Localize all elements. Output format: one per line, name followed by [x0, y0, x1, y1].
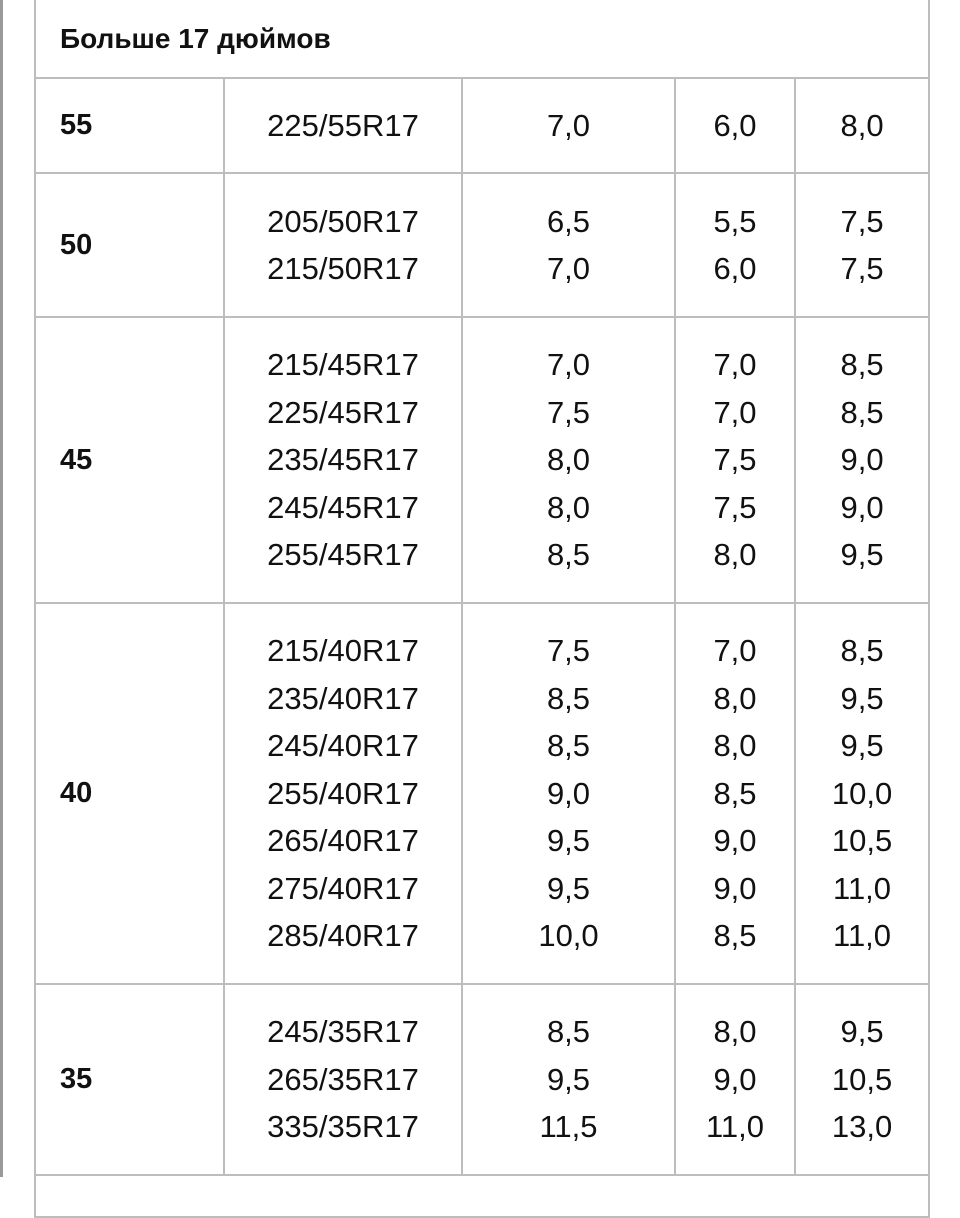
rim-width-cell	[462, 603, 675, 984]
rim-width-value: 10,0	[538, 918, 599, 954]
rim-width-value: 8,0	[713, 728, 757, 764]
table-row	[35, 173, 929, 317]
rim-width-value: 7,5	[840, 203, 884, 239]
rim-width-value: 11,0	[833, 870, 892, 906]
rim-width-value: 7,0	[713, 347, 757, 383]
rim-width-value: 9,5	[546, 823, 591, 859]
rim-width-value: 9,0	[713, 1061, 757, 1097]
rim-width-value: 9,5	[840, 680, 884, 716]
rim-width-value: 8,5	[546, 1014, 591, 1050]
rim-width-cell	[675, 317, 795, 603]
rim-width-value: 11,0	[833, 918, 892, 954]
rim-width-value: 7,0	[546, 251, 591, 286]
tire-size: 245/35R17	[267, 1014, 419, 1050]
table-body	[35, 0, 929, 1217]
tire-size: 245/40R17	[267, 728, 419, 764]
tire-size: 205/50R17	[267, 203, 419, 239]
rim-width-cell	[795, 317, 929, 603]
rim-width-cell	[795, 78, 929, 173]
rim-width-cell	[795, 984, 929, 1175]
table-row	[35, 317, 929, 603]
tire-size: 335/35R17	[267, 1109, 419, 1145]
rim-width-value: 10,0	[831, 775, 893, 811]
rim-width-value: 8,0	[713, 1014, 757, 1050]
rim-width-value: 8,5	[840, 394, 884, 430]
tire-size: 275/40R17	[267, 870, 419, 906]
rim-width-value: 9,0	[546, 775, 591, 811]
rim-width-cell	[795, 173, 929, 317]
rim-width-value: 8,0	[840, 107, 884, 143]
profile-cell: 45	[35, 317, 224, 603]
rim-width-cell	[795, 603, 929, 984]
rim-width-value: 11,0	[705, 1109, 765, 1145]
rim-width-cell	[675, 603, 795, 984]
tire-size: 235/40R17	[267, 680, 419, 716]
rim-width-value: 10,5	[831, 823, 893, 859]
rim-width-value: 9,5	[546, 870, 591, 906]
tire-size: 245/45R17	[267, 489, 419, 525]
rim-width-value: 7,5	[546, 633, 591, 669]
rim-width-cell	[462, 317, 675, 603]
rim-width-value: 7,5	[546, 394, 591, 430]
rim-width-cell	[462, 173, 675, 317]
rim-width-value: 6,0	[713, 107, 757, 143]
table-title: Больше 17 дюймов	[35, 0, 929, 78]
tire-size: 215/40R17	[267, 633, 419, 669]
rim-width-value: 9,0	[840, 442, 884, 478]
rim-width-value: 7,0	[713, 394, 757, 430]
rim-width-value: 6,0	[713, 251, 757, 286]
rim-width-value: 8,0	[713, 537, 757, 573]
tire-size: 285/40R17	[267, 918, 419, 954]
tire-size-cell	[224, 603, 462, 984]
rim-width-cell	[462, 78, 675, 173]
tire-size: 225/45R17	[267, 394, 419, 430]
rim-width-value: 9,5	[840, 728, 884, 764]
tire-size: 215/45R17	[267, 347, 419, 383]
table-row	[35, 603, 929, 984]
rim-width-value: 7,5	[840, 251, 884, 286]
rim-width-value: 11,5	[539, 1109, 598, 1145]
rim-width-value: 10,5	[831, 1061, 893, 1097]
rim-width-value: 8,5	[840, 633, 884, 669]
tire-size: 255/40R17	[267, 775, 419, 811]
rim-width-value: 8,0	[546, 442, 591, 478]
rim-width-value: 8,5	[840, 347, 884, 383]
tire-size: 255/45R17	[267, 537, 419, 573]
rim-width-cell	[462, 984, 675, 1175]
rim-width-value: 9,5	[840, 537, 884, 573]
table-row	[35, 984, 929, 1175]
rim-width-value: 13,0	[831, 1109, 893, 1145]
tire-size-cell	[224, 984, 462, 1175]
rim-width-value: 7,5	[713, 442, 757, 478]
profile-cell: 50	[35, 173, 224, 317]
tire-size: 235/45R17	[267, 442, 419, 478]
rim-width-value: 9,0	[713, 870, 757, 906]
rim-width-value: 7,0	[546, 347, 591, 383]
tire-size: 225/55R17	[267, 107, 419, 143]
rim-width-value: 5,5	[713, 203, 757, 239]
empty-cell	[35, 1175, 929, 1217]
tire-size-cell	[224, 317, 462, 603]
rim-width-value: 7,5	[713, 489, 757, 525]
tire-size-cell	[224, 173, 462, 317]
rim-width-value: 8,0	[546, 489, 591, 525]
rim-width-value: 8,5	[546, 680, 591, 716]
rim-width-value: 9,5	[546, 1061, 591, 1097]
tire-size: 215/50R17	[267, 251, 419, 286]
rim-width-cell	[675, 78, 795, 173]
rim-width-value: 9,0	[840, 489, 884, 525]
profile-cell: 35	[35, 984, 224, 1175]
tire-size-cell	[224, 78, 462, 173]
rim-width-value: 9,5	[840, 1014, 884, 1050]
table-row-partial	[35, 1175, 929, 1217]
profile-cell: 55	[35, 78, 224, 173]
table-row	[35, 78, 929, 173]
rim-width-cell	[675, 984, 795, 1175]
rim-width-value: 6,5	[546, 203, 591, 239]
tire-size: 265/40R17	[267, 823, 419, 859]
rim-width-value: 8,5	[713, 918, 757, 954]
tire-size: 265/35R17	[267, 1061, 419, 1097]
rim-width-value: 8,5	[713, 775, 757, 811]
tire-size-table	[34, 0, 930, 1218]
profile-cell: 40	[35, 603, 224, 984]
rim-width-value: 8,0	[713, 680, 757, 716]
scroll-edge	[0, 0, 3, 1177]
rim-width-value: 9,0	[713, 823, 757, 859]
rim-width-value: 8,5	[546, 537, 591, 573]
rim-width-value: 7,0	[713, 633, 757, 669]
rim-width-cell	[675, 173, 795, 317]
rim-width-value: 8,5	[546, 728, 591, 764]
rim-width-value: 7,0	[546, 107, 591, 143]
